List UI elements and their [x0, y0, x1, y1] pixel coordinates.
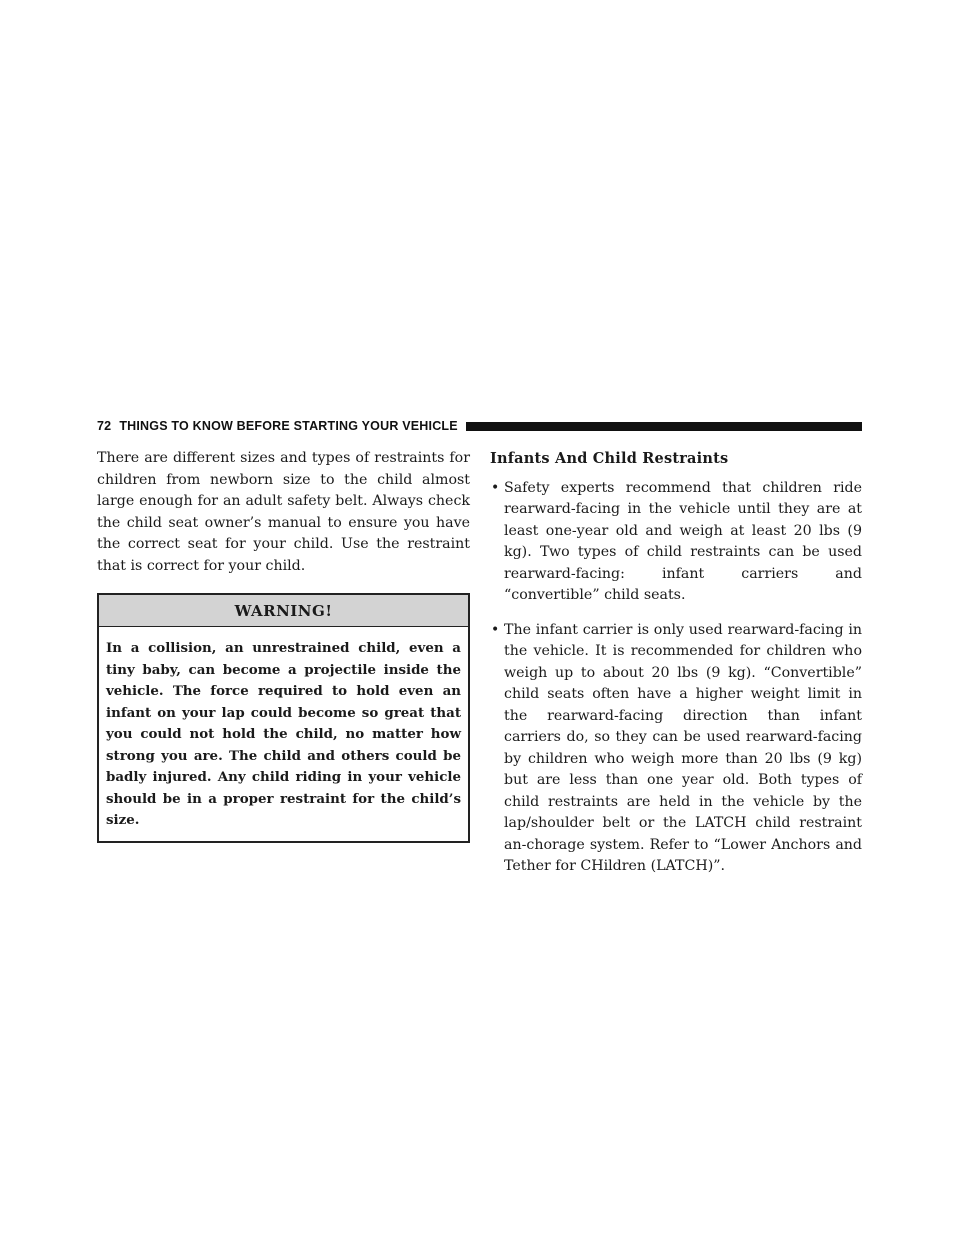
bullet-text: The infant carrier is only used rearward-facing in the vehicle. It is recommended for children who weigh up to about 20 lbs (9 kg). “Convertible” child seats often have a higher weight limit in the rearward-facing direction than infant carriers do, so they can be used rearward-facing by children who weigh more than 20 lbs (9 kg) but are less than one year old. Both types of child restraints are held in the vehicle by the lap/shoulder belt or the LATCH child restraint an-chorage system. Refer to “Lower Anchors and Tether for CHildren (LATCH)”. — [504, 621, 862, 874]
bullet-icon: • — [491, 621, 500, 638]
page-header — [97, 417, 862, 435]
bullet-list — [490, 478, 862, 878]
left-column — [97, 448, 470, 843]
list-item — [490, 478, 862, 607]
chapter-title: THINGS TO KNOW BEFORE STARTING YOUR VEHICLE — [119, 419, 458, 433]
bullet-icon: • — [491, 479, 500, 496]
header-rule — [466, 422, 862, 431]
bullet-text: Safety experts recommend that children ride rearward-facing in the vehicle until they are at least one-year old and weigh at least 20 lbs (9 kg). Two types of child restraints can be used rearward-facing: infant carriers and “convertible” child seats. — [504, 479, 862, 603]
page-number: 72 — [97, 419, 112, 433]
warning-text: In a collision, an unrestrained child, even a tiny baby, can become a projectile inside the vehicle. The force required to hold even an infant on your lap could become so great that you could not hold the child, no matter how strong you are. The child and others could be badly injured. Any child riding in your vehicle should be in a proper restraint for the child’s size. — [106, 640, 461, 828]
list-item — [490, 620, 862, 878]
warning-box — [97, 593, 470, 843]
section-heading: Infants And Child Restraints — [490, 450, 729, 467]
right-column — [490, 448, 862, 891]
intro-paragraph: There are different sizes and types of restraints for children from newborn size to the child almost large enough for an adult safety belt. Always check the child seat owner’s manual to ensure you have the correct seat for your child. Use the restraint that is correct for your child. — [97, 450, 470, 574]
warning-title: WARNING! — [99, 595, 468, 627]
